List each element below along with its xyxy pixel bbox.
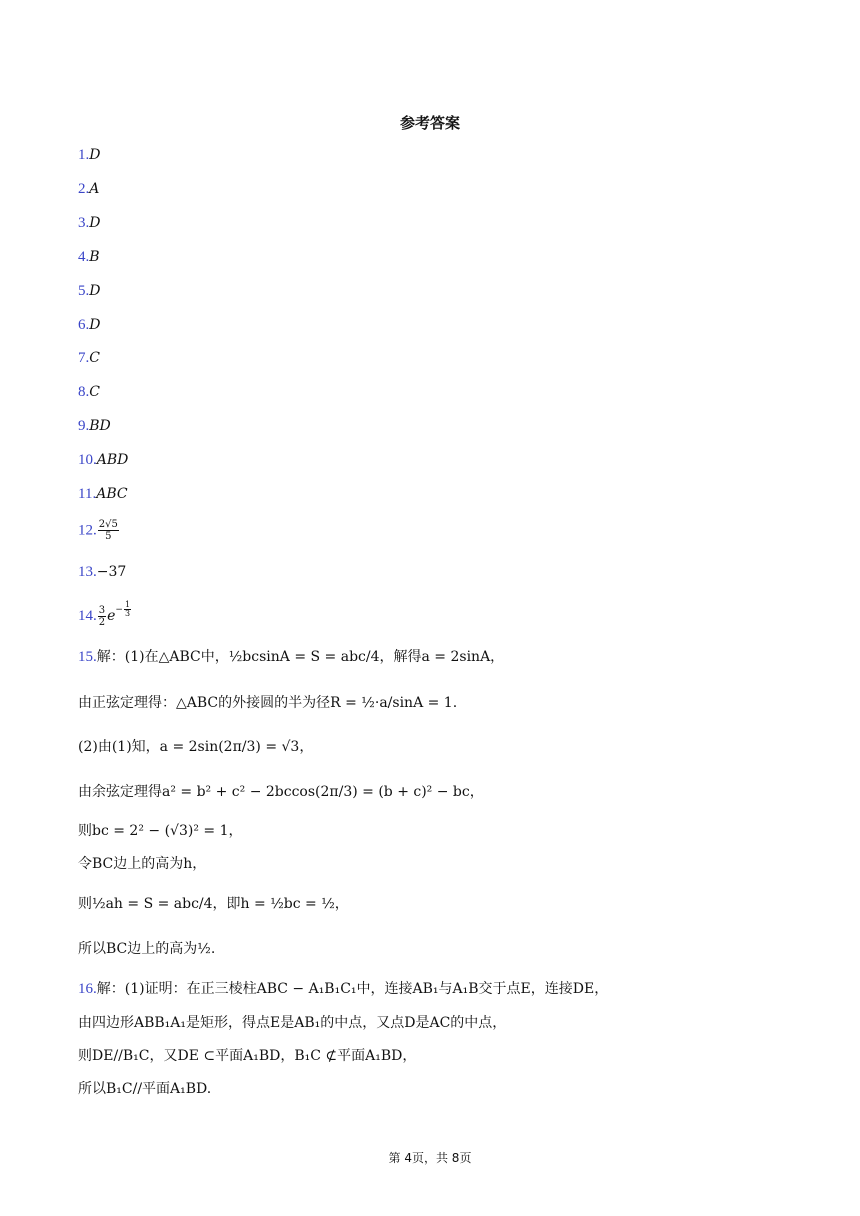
answer-4: [78, 247, 100, 267]
answer-number: 7.: [78, 350, 90, 366]
answer-12: 12. $\frac{2√5}{5}$: [78, 519, 118, 542]
answer-choice: C: [89, 384, 100, 400]
answer-choice: ABD: [96, 452, 129, 468]
answer-choice: D: [89, 215, 101, 231]
fraction: $\frac{2√5}{5}$: [98, 519, 118, 542]
answer-number: 8.: [78, 384, 90, 400]
answer-10: [78, 450, 128, 470]
solution-16-line-4: 所以B₁C//平面A₁BD.: [78, 1081, 212, 1097]
answer-number: 6.: [78, 317, 90, 333]
answer-choice: ABC: [96, 486, 128, 502]
answer-number: 10.: [78, 452, 97, 468]
answer-choice: D: [89, 317, 101, 333]
answer-11: [78, 484, 128, 504]
solution-15-line-8: 所以BC边上的高为½.: [78, 941, 216, 957]
answer-number: 1.: [78, 147, 90, 163]
answer-7: [78, 348, 100, 368]
solution-15-line-5: 则bc = 2² − (√3)² = 1，: [78, 823, 243, 839]
answer-choice: BD: [89, 418, 111, 434]
answer-number: 4.: [78, 249, 90, 265]
answer-choice: D: [89, 147, 101, 163]
solution-15-line-6: 令BC边上的高为h，: [78, 856, 207, 872]
answer-number: 2.: [78, 181, 90, 197]
solution-15-line-3: (2)由(1)知，a = 2sin(2π/3) = √3，: [78, 739, 314, 755]
page-footer: 第 4页，共 8页: [388, 1151, 472, 1165]
answer-number: 11.: [78, 486, 97, 502]
answer-5: [78, 281, 100, 301]
solution-15-line-7: 则½ah = S = abc/4，即h = ½bc = ½，: [78, 896, 349, 912]
answer-8: [78, 382, 100, 402]
solution-15-line-1: 15.解：(1)在△ABC中，½bcsinA = S = abc/4，解得a = 2sinA，: [78, 649, 505, 665]
answer-1: [78, 145, 100, 165]
answer-14: 14. $\frac{3}{2}$ $e^{- \frac{1}{3}}$: [78, 600, 131, 628]
solution-16-line-3: 则DE//B₁C，又DE ⊂平面A₁BD，B₁C ⊄平面A₁BD，: [78, 1048, 417, 1064]
answer-number: 5.: [78, 283, 90, 299]
solution-16-line-1: 16.解：(1)证明：在正三棱柱ABC − A₁B₁C₁中，连接AB₁与A₁B交于点E，连接DE，: [78, 981, 609, 997]
answer-9: [78, 416, 111, 436]
solution-15-line-4: 由余弦定理得a² = b² + c² − 2bccos(2π/3) = (b + c)² − bc，: [78, 784, 484, 800]
answer-13: 13.−37: [78, 564, 127, 580]
answer-number: 3.: [78, 215, 90, 231]
answer-6: [78, 315, 100, 335]
solution-16-line-2: 由四边形ABB₁A₁是矩形，得点E是AB₁的中点，又点D是AC的中点，: [78, 1015, 507, 1031]
answer-choice: B: [89, 249, 100, 265]
answer-2: [78, 179, 99, 199]
solution-15-line-2: 由正弦定理得：△ABC的外接圆的半为径R = ½·a/sinA = 1.: [78, 695, 458, 711]
answer-choice: C: [89, 350, 100, 366]
answer-choice: D: [89, 283, 101, 299]
answer-number: 9.: [78, 418, 90, 434]
answer-choice: A: [89, 181, 100, 197]
page-title: 参考答案: [399, 114, 460, 132]
answer-3: [78, 213, 100, 233]
